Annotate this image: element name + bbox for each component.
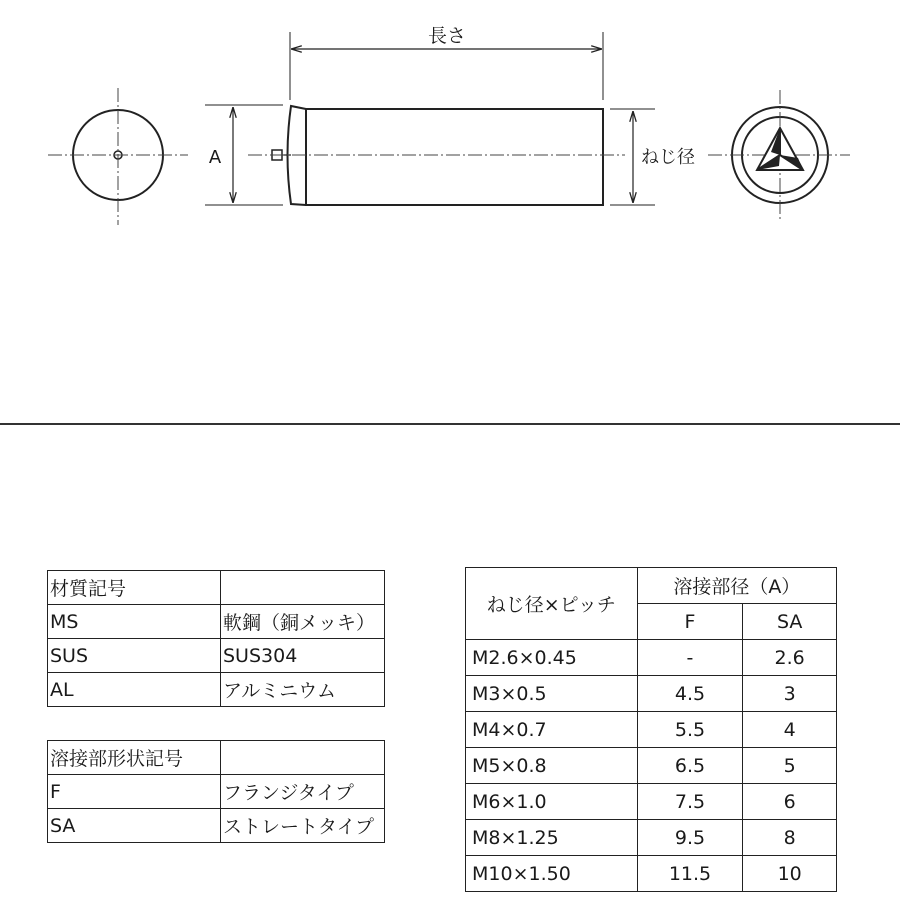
- table-row: [48, 571, 385, 605]
- table-row: [466, 820, 837, 856]
- length-label: 長さ: [427, 25, 467, 47]
- material-desc: 軟鋼（銅メッキ）: [221, 605, 385, 639]
- material-code: AL: [48, 673, 221, 707]
- left-end-view: [48, 88, 188, 225]
- material-desc: SUS304: [221, 639, 385, 673]
- f-cell: 9.5: [637, 820, 743, 856]
- sa-cell: 5: [743, 748, 837, 784]
- material-code: MS: [48, 605, 221, 639]
- material-desc: アルミニウム: [221, 673, 385, 707]
- size-cell: M3×0.5: [466, 676, 638, 712]
- size-cell: M4×0.7: [466, 712, 638, 748]
- table-header-row: [466, 568, 837, 604]
- dimension-table: [465, 567, 837, 892]
- col-sa-header: SA: [743, 604, 837, 640]
- sa-cell: 3: [743, 676, 837, 712]
- table-row: [466, 784, 837, 820]
- thread-diameter-label: ねじ径: [641, 147, 695, 168]
- shape-code: SA: [48, 809, 221, 843]
- size-cell: M10×1.50: [466, 856, 638, 892]
- table-row: [466, 640, 837, 676]
- table-row: [466, 676, 837, 712]
- shape-desc: ストレートタイプ: [221, 809, 385, 843]
- table-row: [48, 673, 385, 707]
- weld-shape-code-table: [47, 740, 385, 843]
- f-cell: 5.5: [637, 712, 743, 748]
- sa-cell: 8: [743, 820, 837, 856]
- table-row: [48, 605, 385, 639]
- material-header: 材質記号: [48, 571, 221, 605]
- sa-cell: 4: [743, 712, 837, 748]
- col-f-header: F: [637, 604, 743, 640]
- f-cell: -: [637, 640, 743, 676]
- size-cell: M8×1.25: [466, 820, 638, 856]
- right-end-view: [708, 90, 850, 220]
- f-cell: 6.5: [637, 748, 743, 784]
- table-row: [466, 748, 837, 784]
- table-row: [48, 741, 385, 775]
- sa-cell: 2.6: [743, 640, 837, 676]
- table-row: [466, 856, 837, 892]
- material-code: SUS: [48, 639, 221, 673]
- stud-side-view: [205, 32, 655, 205]
- f-cell: 4.5: [637, 676, 743, 712]
- sa-cell: 6: [743, 784, 837, 820]
- table-row: [48, 809, 385, 843]
- sa-cell: 10: [743, 856, 837, 892]
- material-code-table: [47, 570, 385, 707]
- a-label: A: [208, 147, 222, 168]
- table-row: [48, 639, 385, 673]
- tri-mark-icon: [757, 128, 803, 170]
- shape-header: 溶接部形状記号: [48, 741, 221, 775]
- f-cell: 11.5: [637, 856, 743, 892]
- table-row: [48, 775, 385, 809]
- size-cell: M6×1.0: [466, 784, 638, 820]
- f-cell: 7.5: [637, 784, 743, 820]
- size-cell: M5×0.8: [466, 748, 638, 784]
- size-cell: M2.6×0.45: [466, 640, 638, 676]
- table-row: [466, 712, 837, 748]
- thread-pitch-header: ねじ径×ピッチ: [466, 568, 638, 640]
- shape-code: F: [48, 775, 221, 809]
- shape-desc: フランジタイプ: [221, 775, 385, 809]
- weld-diameter-header: 溶接部径（A）: [637, 568, 836, 604]
